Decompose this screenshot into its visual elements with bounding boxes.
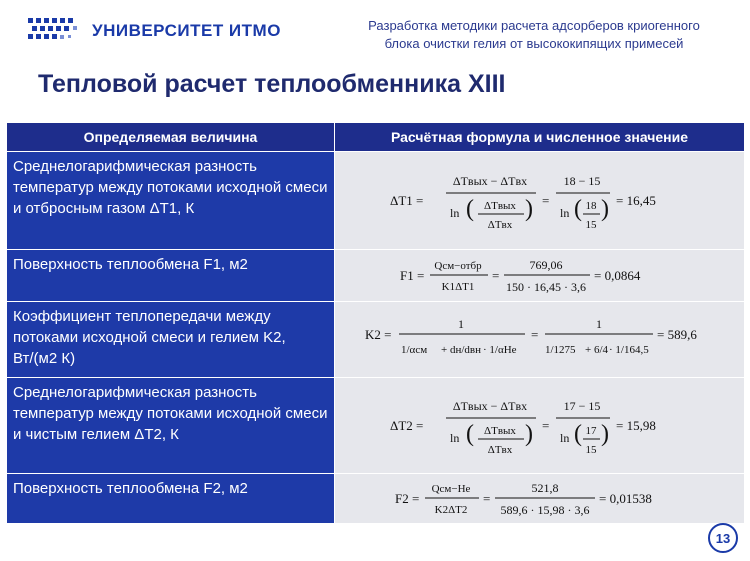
formula-numerator: ΔTвых − ΔTвх <box>452 398 527 413</box>
paren-close: ) <box>600 195 609 222</box>
table-row <box>7 474 745 524</box>
presentation-topic <box>354 17 714 53</box>
formula-equals: = <box>541 417 549 433</box>
table-row <box>7 302 745 378</box>
calculation-table <box>6 122 745 524</box>
column-header-formula: Расчётная формула и численное значение <box>335 123 745 152</box>
itmo-logo-icon <box>26 16 82 46</box>
formula-inner-denominator-value: 15 <box>585 218 596 231</box>
formula-lhs: F1 = <box>399 267 424 283</box>
formula-inner-numerator: ΔTвых <box>483 199 516 212</box>
formula-lhs: ΔT1 = <box>389 192 423 208</box>
formula-inner-numerator-value: 18 <box>585 199 596 212</box>
formula-numerator-value: 18 − 15 <box>563 173 600 188</box>
formula-log-mean-dt2 <box>390 389 690 463</box>
logo-text: УНИВЕРСИТЕТ ИТМО <box>92 21 281 40</box>
formula-term-1: 1/αсм <box>400 343 427 356</box>
formula-numerator-value: 769,06 <box>529 257 562 272</box>
formula-area-f1 <box>400 254 680 298</box>
topic-line-1: Разработка методики расчета адсорберов криогенного <box>368 18 700 33</box>
quantity-cell: Среднелогарифмическая разность температур между потоками исходной смеси и чистым гелием ΔT2, К <box>7 378 335 474</box>
formula-term-3: · 1/αHe <box>482 343 517 356</box>
formula-equals: = <box>530 326 538 342</box>
paren-open: ( <box>573 420 582 447</box>
formula-inner-denominator: ΔTвх <box>487 218 512 231</box>
formula-numerator: Qсм−отбр <box>433 259 482 272</box>
column-header-quantity: Определяемая величина <box>7 123 335 152</box>
topic-line-2: блока очистки гелия от высококипящих примесей <box>384 36 684 51</box>
paren-close: ) <box>524 195 533 222</box>
formula-result: = 0,01538 <box>598 490 652 506</box>
formula-ln: ln <box>449 205 459 220</box>
quantity-cell: Поверхность теплообмена F1, м2 <box>7 250 335 302</box>
slide-title: Тепловой расчет теплообменника XIII <box>38 70 506 98</box>
formula-result: = 16,45 <box>615 192 656 208</box>
formula-cell <box>335 152 745 250</box>
formula-area-f2 <box>395 477 685 521</box>
table-header-row <box>7 123 745 152</box>
formula-lhs: ΔT2 = <box>389 417 423 433</box>
formula-result: = 15,98 <box>615 417 656 433</box>
formula-denominator-value: 589,6 · 15,98 · 3,6 <box>500 502 589 517</box>
table-row <box>7 152 745 250</box>
formula-lhs: K2 = <box>364 326 391 342</box>
formula-equals: = <box>491 267 499 283</box>
formula-denominator-value: 150 · 16,45 · 3,6 <box>505 279 586 294</box>
formula-value-term-3: · 1/164,5 <box>608 343 649 356</box>
formula-equals: = <box>482 490 490 506</box>
formula-inner-denominator: ΔTвх <box>487 443 512 456</box>
formula-value-term-1: 1/1275 <box>544 343 576 356</box>
formula-inner-numerator-value: 17 <box>585 424 596 437</box>
formula-numerator-value: 17 − 15 <box>563 398 600 413</box>
formula-numerator: Qсм−He <box>431 482 470 495</box>
formula-heat-transfer-k2 <box>365 313 715 367</box>
paren-close: ) <box>524 420 533 447</box>
formula-lhs: F2 = <box>394 490 419 506</box>
formula-numerator: ΔTвых − ΔTвх <box>452 173 527 188</box>
formula-ln: ln <box>449 430 459 445</box>
formula-numerator-value: 1 <box>595 316 602 331</box>
paren-open: ( <box>465 195 474 222</box>
quantity-cell: Среднелогарифмическая разность температур между потоками исходной смеси и отбросным газом ΔT1, К <box>7 152 335 250</box>
table-row <box>7 250 745 302</box>
page-number-badge: 13 <box>708 523 738 553</box>
formula-log-mean-dt1 <box>390 164 690 238</box>
formula-result: = 0,0864 <box>593 267 640 283</box>
formula-numerator: 1 <box>457 316 464 331</box>
formula-result: = 589,6 <box>656 326 697 342</box>
formula-cell <box>335 378 745 474</box>
slide-header <box>0 0 750 64</box>
formula-value-term-2: + 6/4 <box>584 343 608 356</box>
formula-denominator: K2ΔT2 <box>434 503 467 516</box>
formula-denominator: K1ΔT1 <box>441 280 474 293</box>
quantity-cell: Коэффициент теплопередачи между потоками исходной смеси и гелием K2, Вт/(м2 К) <box>7 302 335 378</box>
formula-inner-denominator-value: 15 <box>585 443 596 456</box>
formula-inner-numerator: ΔTвых <box>483 424 516 437</box>
paren-close: ) <box>600 420 609 447</box>
formula-numerator-value: 521,8 <box>531 480 558 495</box>
formula-term-2: + dн/dвн <box>440 343 481 356</box>
paren-open: ( <box>465 420 474 447</box>
itmo-logo <box>26 16 281 46</box>
formula-ln: ln <box>559 430 569 445</box>
table-row <box>7 378 745 474</box>
quantity-cell: Поверхность теплообмена F2, м2 <box>7 474 335 524</box>
formula-cell <box>335 250 745 302</box>
formula-ln: ln <box>559 205 569 220</box>
formula-equals: = <box>541 192 549 208</box>
formula-cell <box>335 474 745 524</box>
formula-cell <box>335 302 745 378</box>
paren-open: ( <box>573 195 582 222</box>
